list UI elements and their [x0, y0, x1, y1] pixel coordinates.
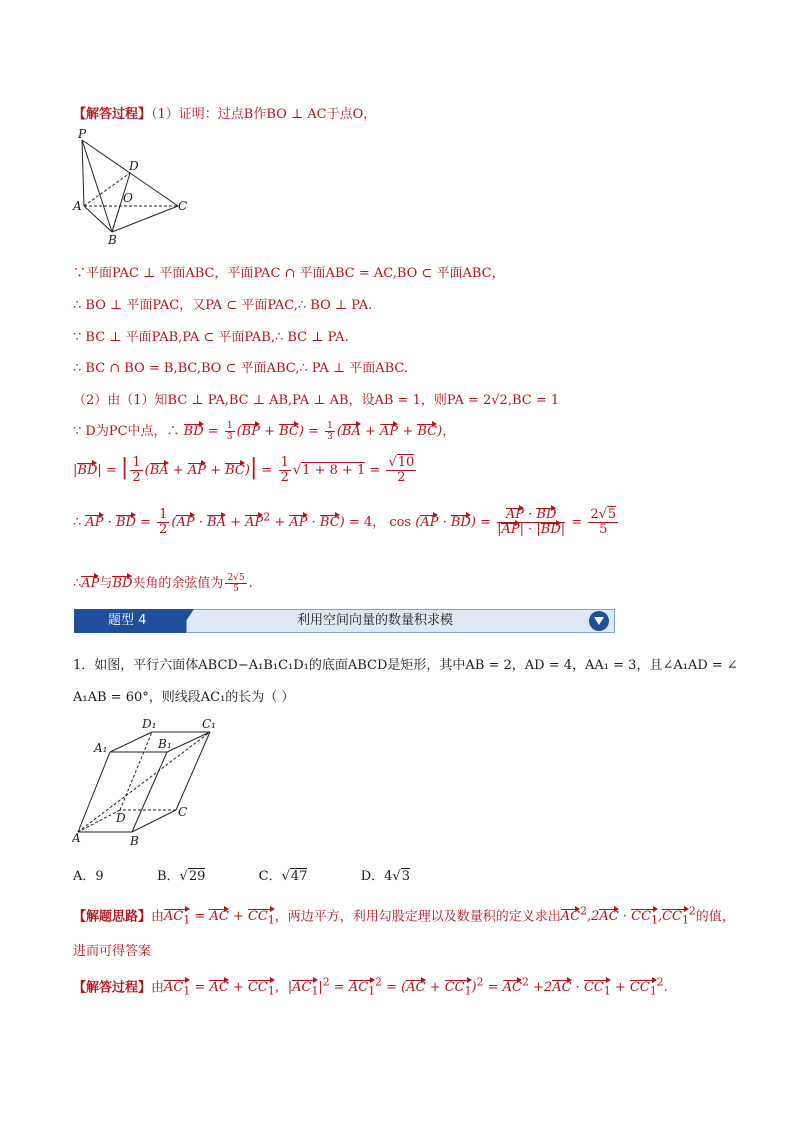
- label-C: C: [178, 199, 188, 213]
- label-A: A: [72, 831, 81, 845]
- step-10: ∴AP与BD夹角的余弦值为 $\frac{2√5}{5}$ .: [73, 573, 253, 594]
- cos-label: cos: [389, 515, 412, 530]
- cos-formula: (AP · BD) = $\frac{AP \cdot BD}{|AP| \cdot |BD|}$ = $\frac{2√5}{5}$: [415, 507, 617, 537]
- label-D: D: [116, 811, 126, 825]
- choice-d[interactable]: D．4√3: [360, 869, 410, 884]
- proof-start-text: （1）证明：过点B作BO ⊥ AC于点O，: [151, 107, 377, 122]
- thinking-label: 【解题思路】: [73, 909, 152, 925]
- banner-title: 利用空间向量的数量积求模: [186, 609, 615, 633]
- solution-intro: [73, 103, 376, 122]
- label-B: B: [130, 834, 139, 847]
- label-D1: D₁: [142, 717, 157, 731]
- choice-a[interactable]: A．9: [73, 869, 104, 884]
- label-B1: B₁: [158, 737, 172, 751]
- step-9: [73, 508, 620, 537]
- step-2: ∵平面PAC ⊥ 平面ABC，平面PAC ∩ 平面ABC = AC,BO ⊂ 平面ABC，: [73, 266, 505, 281]
- thinking-line2: 进而可得答案: [73, 944, 152, 959]
- tetrahedron-figure: [72, 128, 202, 246]
- step-3: ∴ BO ⊥ 平面PAC，又PA ⊂ 平面PAC,∴ BO ⊥ PA.: [73, 298, 373, 313]
- answer-choices: [73, 865, 410, 884]
- banner-tag: 题型 4: [74, 609, 186, 633]
- step-9-lead: ∴: [73, 515, 82, 530]
- label-C: C: [178, 805, 188, 819]
- step-10-lead: ∴: [73, 576, 82, 591]
- dot-product-formula: AP · BD = $\frac{1}{2}$ (AP · BA + $AP^2$ + AP · BC) = 4，: [85, 507, 386, 537]
- cos-answer: $\frac{2√5}{5}$: [227, 573, 245, 594]
- step-7: [73, 420, 455, 442]
- step-7-formula: BD = $\frac{1}{3}$ (BP + BC) = $\frac{1}{3}$ (BA + AP + BC)，: [183, 421, 456, 442]
- step-10-conclusion: 夹角的余弦值为: [132, 576, 224, 591]
- process-label: 【解答过程】: [73, 107, 152, 122]
- choice-b[interactable]: B．√29: [156, 869, 206, 884]
- section-banner: [74, 609, 615, 635]
- step-4: ∵ BC ⊥ 平面PAB,PA ⊂ 平面PAB,∴ BC ⊥ PA.: [73, 330, 349, 345]
- step-5: ∴ BC ∩ BO = B,BC,BO ⊂ 平面ABC,∴ PA ⊥ 平面ABC.: [73, 361, 409, 376]
- bd-magnitude: |BD| = | $\frac{1}{2}$ (BA + AP + BC)| = $\frac{1}{2}$ √1 + 8 + 1 = $\frac{√10}{2}$: [73, 455, 415, 485]
- question-1-line2: A₁AB = 60°，则线段AC₁的长为（ ）: [73, 690, 295, 705]
- choice-c[interactable]: C．√47: [258, 869, 308, 884]
- label-P: P: [78, 128, 87, 141]
- step-8: [73, 455, 418, 485]
- label-A1: A₁: [94, 741, 108, 755]
- step-6: （2）由（1）知BC ⊥ PA,BC ⊥ AB,PA ⊥ AB，设AB = 1，则PA = 2√2,BC = 1: [73, 393, 560, 408]
- solution-thinking: 【解题思路】由$AC_1$ = AC + $CC_1$，两边平方，利用勾股定理以及数量积的定义求出$AC^2,2AC \cdot CC_1,CC_1^2$的值，: [73, 905, 735, 927]
- step-7-lead: ∵ D为PC中点，∴: [73, 424, 180, 439]
- parallelepiped-figure: [72, 712, 222, 847]
- label-C1: C₁: [202, 717, 216, 731]
- question-1-line1: 1．如图，平行六面体ABCD−A₁B₁C₁D₁的底面ABCD是矩形，其中AB = 2，AD = 4，AA₁ = 3，且∠A₁AD = ∠: [73, 658, 738, 673]
- solution-process-2: 【解答过程】由$AC_1$ = AC + $CC_1$，$|AC_1|^2 = AC_1^2 = (AC + CC_1)^2 = AC^2 +2AC \cdot CC_1 + CC_1^2$.: [73, 976, 668, 998]
- label-D: D: [129, 159, 139, 173]
- step-10-with: 与: [99, 576, 113, 591]
- label-A: A: [73, 199, 82, 213]
- label-B: B: [108, 233, 117, 246]
- label-O: O: [123, 191, 133, 205]
- chevron-down-icon[interactable]: [589, 611, 609, 631]
